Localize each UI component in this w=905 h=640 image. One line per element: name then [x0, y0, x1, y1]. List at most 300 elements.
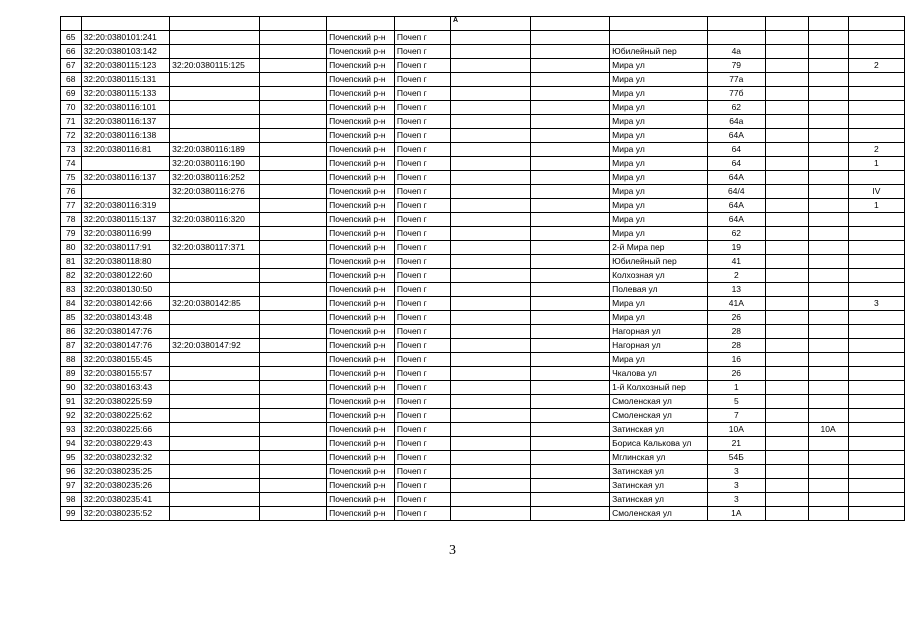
table-cell: [766, 213, 808, 227]
table-cell: [808, 409, 848, 423]
table-cell: Почепский р-н: [327, 465, 395, 479]
table-cell: Почепский р-н: [327, 339, 395, 353]
table-cell: [450, 325, 530, 339]
table-cell: [170, 17, 260, 31]
table-cell: [808, 255, 848, 269]
table-cell: [766, 451, 808, 465]
table-cell: [848, 493, 904, 507]
table-cell: [848, 45, 904, 59]
table-cell: [170, 493, 260, 507]
table-cell: [531, 353, 610, 367]
table-cell: [808, 73, 848, 87]
table-cell: [766, 255, 808, 269]
table-row: [61, 339, 905, 353]
table-cell: 32:20:0380116:320: [170, 213, 260, 227]
table-cell: [766, 269, 808, 283]
table-row: [61, 395, 905, 409]
table-cell: Почеп г: [394, 59, 450, 73]
table-cell: 21: [707, 437, 765, 451]
table-row: [61, 325, 905, 339]
table-cell: [450, 423, 530, 437]
table-cell: [170, 325, 260, 339]
table-cell: 99: [61, 507, 82, 521]
table-cell: 74: [61, 157, 82, 171]
table-cell: [848, 73, 904, 87]
table-cell: [808, 157, 848, 171]
table-cell: Почеп г: [394, 283, 450, 297]
table-cell: 85: [61, 311, 82, 325]
table-cell: 32:20:0380130:50: [81, 283, 170, 297]
table-cell: [766, 157, 808, 171]
table-cell: Почеп г: [394, 479, 450, 493]
table-cell: 32:20:0380122:60: [81, 269, 170, 283]
table-cell: Почепский р-н: [327, 325, 395, 339]
table-cell: [808, 31, 848, 45]
table-cell: 64А: [707, 213, 765, 227]
table-cell: [259, 227, 326, 241]
table-cell: [450, 381, 530, 395]
table-cell: 91: [61, 395, 82, 409]
table-cell: [808, 87, 848, 101]
table-cell: [848, 17, 904, 31]
table-cell: Почепский р-н: [327, 409, 395, 423]
table-row: [61, 45, 905, 59]
table-cell: 64: [707, 143, 765, 157]
table-cell: Почепский р-н: [327, 493, 395, 507]
table-cell: [450, 465, 530, 479]
table-cell: 83: [61, 283, 82, 297]
table-cell: 32:20:0380155:57: [81, 367, 170, 381]
table-cell: Почеп г: [394, 353, 450, 367]
table-cell: [766, 199, 808, 213]
table-cell: 32:20:0380116:252: [170, 171, 260, 185]
table-cell: [259, 451, 326, 465]
table-cell: [259, 185, 326, 199]
table-cell: Почеп г: [394, 157, 450, 171]
table-cell: [766, 423, 808, 437]
table-cell: Почеп г: [394, 227, 450, 241]
table-cell: 88: [61, 353, 82, 367]
table-cell: [848, 409, 904, 423]
table-cell: 3: [707, 479, 765, 493]
table-cell: 41: [707, 255, 765, 269]
table-cell: 3: [707, 465, 765, 479]
table-cell: Затинская ул: [610, 465, 707, 479]
table-cell: [766, 297, 808, 311]
table-cell: Почепский р-н: [327, 87, 395, 101]
table-cell: [259, 129, 326, 143]
table-cell: [766, 17, 808, 31]
table-row: [61, 423, 905, 437]
table-cell: Почепский р-н: [327, 115, 395, 129]
table-cell: 32:20:0380116:137: [81, 171, 170, 185]
table-cell: Колхозная ул: [610, 269, 707, 283]
table-cell: [848, 367, 904, 381]
table-row: [61, 367, 905, 381]
table-row: [61, 213, 905, 227]
table-cell: [394, 17, 450, 31]
table-cell: [259, 143, 326, 157]
table-cell: [170, 129, 260, 143]
table-cell: 32:20:0380117:371: [170, 241, 260, 255]
table-cell: [808, 45, 848, 59]
table-cell: 62: [707, 227, 765, 241]
table-cell: [766, 101, 808, 115]
table-cell: Почепский р-н: [327, 157, 395, 171]
table-cell: 5: [707, 395, 765, 409]
table-cell: [531, 17, 610, 31]
table-cell: [450, 255, 530, 269]
table-cell: [766, 353, 808, 367]
table-cell: [170, 45, 260, 59]
table-cell: 93: [61, 423, 82, 437]
table-cell: [766, 129, 808, 143]
table-cell: [848, 325, 904, 339]
table-cell: [531, 465, 610, 479]
table-cell: [170, 367, 260, 381]
table-cell: 19: [707, 241, 765, 255]
table-cell: IV: [848, 185, 904, 199]
table-cell: 2: [707, 269, 765, 283]
table-cell: [450, 45, 530, 59]
table-cell: Мира ул: [610, 297, 707, 311]
table-cell: [450, 157, 530, 171]
table-cell: Почепский р-н: [327, 297, 395, 311]
table-cell: [259, 241, 326, 255]
table-cell: Почеп г: [394, 507, 450, 521]
table-cell: 32:20:0380115:125: [170, 59, 260, 73]
table-row: [61, 311, 905, 325]
table-cell: [170, 283, 260, 297]
table-cell: [531, 283, 610, 297]
table-cell: [259, 311, 326, 325]
table-cell: [766, 227, 808, 241]
table-cell: [531, 493, 610, 507]
table-cell: Мира ул: [610, 199, 707, 213]
table-cell: [808, 395, 848, 409]
table-cell: [259, 115, 326, 129]
table-cell: [848, 437, 904, 451]
table-cell: 32:20:0380235:52: [81, 507, 170, 521]
table-cell: [808, 353, 848, 367]
table-cell: Почеп г: [394, 493, 450, 507]
table-cell: [259, 367, 326, 381]
table-cell: [766, 381, 808, 395]
table-cell: Почепский р-н: [327, 129, 395, 143]
table-cell: Почепский р-н: [327, 451, 395, 465]
table-cell: [531, 143, 610, 157]
table-cell: [808, 227, 848, 241]
table-cell: [450, 395, 530, 409]
table-cell: Почепский р-н: [327, 353, 395, 367]
table-cell: Мира ул: [610, 115, 707, 129]
table-cell: [259, 269, 326, 283]
table-row: [61, 479, 905, 493]
table-cell: 92: [61, 409, 82, 423]
table-cell: [450, 269, 530, 283]
table-cell: [766, 507, 808, 521]
table-cell: [531, 381, 610, 395]
table-cell: [81, 17, 170, 31]
table-cell: [531, 367, 610, 381]
table-cell: [808, 171, 848, 185]
table-cell: 3: [848, 297, 904, 311]
table-cell: 65: [61, 31, 82, 45]
table-row: [61, 507, 905, 521]
table-cell: [170, 353, 260, 367]
table-cell: 32:20:0380147:76: [81, 339, 170, 353]
table-cell: Почеп г: [394, 367, 450, 381]
table-cell: [531, 325, 610, 339]
table-cell: [848, 311, 904, 325]
table-cell: [808, 129, 848, 143]
table-cell: 81: [61, 255, 82, 269]
table-cell: Смоленская ул: [610, 395, 707, 409]
table-cell: [766, 409, 808, 423]
table-cell: Мира ул: [610, 353, 707, 367]
table-cell: Почеп г: [394, 115, 450, 129]
table-cell: [531, 157, 610, 171]
table-cell: [848, 479, 904, 493]
table-cell: 32:20:0380101:241: [81, 31, 170, 45]
table-cell: [848, 381, 904, 395]
table-cell: 75: [61, 171, 82, 185]
table-cell: [808, 493, 848, 507]
table-cell: [766, 143, 808, 157]
table-cell: Почеп г: [394, 269, 450, 283]
table-cell: [808, 115, 848, 129]
table-cell: Затинская ул: [610, 493, 707, 507]
table-cell: Мира ул: [610, 311, 707, 325]
table-cell: [450, 283, 530, 297]
table-cell: [170, 395, 260, 409]
table-cell: [808, 297, 848, 311]
table-cell: [450, 129, 530, 143]
table-cell: [81, 185, 170, 199]
table-cell: [170, 199, 260, 213]
table-cell: 32:20:0380142:66: [81, 297, 170, 311]
table-cell: [170, 255, 260, 269]
table-cell: 64А: [707, 129, 765, 143]
table-row: [61, 157, 905, 171]
table-cell: [848, 423, 904, 437]
table-cell: [766, 493, 808, 507]
table-cell: [531, 59, 610, 73]
table-cell: Мира ул: [610, 213, 707, 227]
table-cell: 32:20:0380115:123: [81, 59, 170, 73]
table-cell: 64/4: [707, 185, 765, 199]
table-cell: [259, 101, 326, 115]
table-cell: Почеп г: [394, 87, 450, 101]
table-cell: [766, 31, 808, 45]
table-cell: [766, 59, 808, 73]
table-cell: 26: [707, 311, 765, 325]
table-cell: 32:20:0380229:43: [81, 437, 170, 451]
table-cell: Почеп г: [394, 255, 450, 269]
table-cell: 13: [707, 283, 765, 297]
table-cell: Почепский р-н: [327, 185, 395, 199]
table-cell: 28: [707, 325, 765, 339]
table-cell: 77: [61, 199, 82, 213]
table-cell: [259, 59, 326, 73]
table-cell: [450, 59, 530, 73]
table-cell: Почеп г: [394, 241, 450, 255]
table-cell: Мира ул: [610, 171, 707, 185]
table-cell: 69: [61, 87, 82, 101]
table-cell: [450, 339, 530, 353]
table-cell: Почепский р-н: [327, 381, 395, 395]
table-cell: [259, 395, 326, 409]
table-cell: Почепский р-н: [327, 227, 395, 241]
table-cell: Почепский р-н: [327, 143, 395, 157]
table-cell: Почеп г: [394, 409, 450, 423]
table-cell: [531, 479, 610, 493]
table-cell: [259, 381, 326, 395]
table-row: [61, 451, 905, 465]
table-cell: [531, 45, 610, 59]
table-cell: [531, 101, 610, 115]
table-cell: 32:20:0380115:133: [81, 87, 170, 101]
table-cell: 10А: [707, 423, 765, 437]
table-cell: [450, 297, 530, 311]
table-cell: [766, 73, 808, 87]
table-cell: [170, 311, 260, 325]
table-cell: Почеп г: [394, 465, 450, 479]
table-cell: [766, 367, 808, 381]
table-cell: 32:20:0380117:91: [81, 241, 170, 255]
table-cell: Почеп г: [394, 101, 450, 115]
table-cell: 77б: [707, 87, 765, 101]
table-cell: Почепский р-н: [327, 423, 395, 437]
address-register-table: [60, 16, 905, 521]
table-row: [61, 199, 905, 213]
table-cell: 72: [61, 129, 82, 143]
table-cell: Почеп г: [394, 381, 450, 395]
table-cell: 54Б: [707, 451, 765, 465]
table-cell: [450, 241, 530, 255]
table-cell: [808, 213, 848, 227]
table-cell: [766, 325, 808, 339]
table-cell: [808, 339, 848, 353]
table-cell: Почепский р-н: [327, 255, 395, 269]
table-cell: [808, 479, 848, 493]
table-row: [61, 129, 905, 143]
table-cell: [808, 101, 848, 115]
table-cell: [766, 87, 808, 101]
table-cell: [766, 171, 808, 185]
table-cell: 70: [61, 101, 82, 115]
table-cell: 95: [61, 451, 82, 465]
table-cell: [531, 339, 610, 353]
table-cell: Чкалова ул: [610, 367, 707, 381]
table-cell: Почепский р-н: [327, 241, 395, 255]
table-row: [61, 59, 905, 73]
table-cell: [610, 31, 707, 45]
table-cell: 64а: [707, 115, 765, 129]
table-cell: Нагорная ул: [610, 325, 707, 339]
table-cell: 82: [61, 269, 82, 283]
table-cell: [259, 325, 326, 339]
table-cell: Почепский р-н: [327, 311, 395, 325]
table-cell: [531, 409, 610, 423]
table-cell: [766, 45, 808, 59]
table-cell: [848, 171, 904, 185]
table-cell: [259, 157, 326, 171]
table-cell: 1: [848, 199, 904, 213]
table-cell: [531, 227, 610, 241]
table-cell: [766, 115, 808, 129]
table-cell: [707, 31, 765, 45]
table-cell: Почеп г: [394, 129, 450, 143]
table-cell: 76: [61, 185, 82, 199]
table-cell: [327, 17, 395, 31]
table-cell: Почеп г: [394, 297, 450, 311]
table-cell: Почеп г: [394, 45, 450, 59]
table-cell: [259, 45, 326, 59]
table-cell: [259, 437, 326, 451]
table-cell: 32:20:0380225:62: [81, 409, 170, 423]
table-cell: 94: [61, 437, 82, 451]
table-cell: [170, 423, 260, 437]
table-cell: Смоленская ул: [610, 409, 707, 423]
table-cell: [259, 465, 326, 479]
table-row: [61, 31, 905, 45]
table-cell: [808, 59, 848, 73]
table-cell: Почепский р-н: [327, 101, 395, 115]
table-cell: [450, 493, 530, 507]
table-cell: Почепский р-н: [327, 171, 395, 185]
table-cell: [808, 381, 848, 395]
table-cell: [766, 185, 808, 199]
table-cell: Почеп г: [394, 451, 450, 465]
table-cell: [808, 17, 848, 31]
table-cell: 4а: [707, 45, 765, 59]
table-cell: Мира ул: [610, 73, 707, 87]
table-cell: 80: [61, 241, 82, 255]
table-cell: 2: [848, 59, 904, 73]
table-row: [61, 115, 905, 129]
table-cell: 28: [707, 339, 765, 353]
table-cell: Почеп г: [394, 213, 450, 227]
table-cell: Почеп г: [394, 325, 450, 339]
table-cell: Почеп г: [394, 143, 450, 157]
table-cell: 84: [61, 297, 82, 311]
table-cell: [848, 339, 904, 353]
table-row: [61, 409, 905, 423]
table-cell: [848, 129, 904, 143]
table-cell: [259, 199, 326, 213]
table-cell: 32:20:0380116:319: [81, 199, 170, 213]
table-cell: 7: [707, 409, 765, 423]
table-cell: [259, 507, 326, 521]
table-cell: 1А: [707, 507, 765, 521]
table-cell: [450, 171, 530, 185]
table-cell: [610, 17, 707, 31]
table-cell: 32:20:0380147:76: [81, 325, 170, 339]
table-cell: [848, 269, 904, 283]
table-cell: Почеп г: [394, 171, 450, 185]
table-cell: [531, 255, 610, 269]
table-cell: 32:20:0380163:43: [81, 381, 170, 395]
table-cell: 32:20:0380147:92: [170, 339, 260, 353]
table-row: [61, 297, 905, 311]
table-cell: 32:20:0380116:101: [81, 101, 170, 115]
table-cell: 32:20:0380232:32: [81, 451, 170, 465]
table-cell: Мира ул: [610, 87, 707, 101]
table-cell: [450, 199, 530, 213]
table-cell: Почепский р-н: [327, 199, 395, 213]
table-cell: [848, 87, 904, 101]
